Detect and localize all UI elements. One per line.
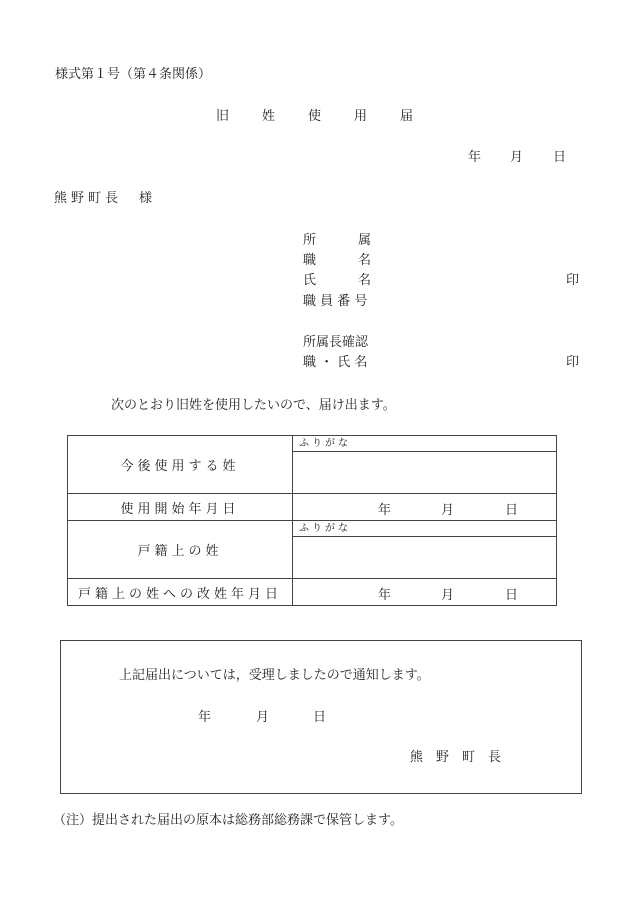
footnote: （注）提出された届出の原本は総務部総務課で保管します。 <box>53 813 403 828</box>
date-day: 日 <box>553 150 567 165</box>
job-title-label: 職 <box>303 253 317 268</box>
title-char: 姓 <box>262 109 276 124</box>
date-month: 月 <box>510 150 524 165</box>
acceptance-notice-box <box>60 640 582 794</box>
day-label: 日 <box>505 503 519 518</box>
supervisor-confirm-label: 所属長確認 <box>303 335 369 350</box>
change-date-label: 戸籍上の姓への改姓年月日 <box>68 579 293 606</box>
name-label: 氏 <box>303 273 317 288</box>
notice-month: 月 <box>256 710 270 725</box>
start-date-field[interactable] <box>293 494 557 521</box>
day-label: 日 <box>505 588 519 603</box>
furigana-label[interactable]: ふりがな <box>293 436 557 452</box>
job-title-label: 名 <box>358 253 372 268</box>
affiliation-label: 属 <box>358 233 372 248</box>
application-table <box>67 435 557 606</box>
employee-number-label: 職 員 番 号 <box>303 294 368 309</box>
date-year: 年 <box>468 150 482 165</box>
intro-text: 次のとおり旧姓を使用したいので、届け出ます。 <box>111 398 396 413</box>
title-char: 用 <box>354 109 368 124</box>
notice-day: 日 <box>313 710 327 725</box>
month-label: 月 <box>441 588 455 603</box>
supervisor-seal-mark: 印 <box>566 355 580 370</box>
year-label: 年 <box>378 503 392 518</box>
seal-mark: 印 <box>566 273 580 288</box>
addressee: 熊野町長 様 <box>54 191 157 206</box>
name-label: 名 <box>358 273 372 288</box>
future-surname-label: 今後使用する姓 <box>68 436 293 494</box>
notice-text: 上記届出については，受理しましたので通知します。 <box>119 668 430 683</box>
furigana-label[interactable]: ふりがな <box>293 521 557 537</box>
change-date-field[interactable] <box>293 579 557 606</box>
title-char: 届 <box>400 109 414 124</box>
title-char: 旧 <box>216 109 230 124</box>
notice-signer: 熊 野 町 長 <box>410 750 502 765</box>
title-char: 使 <box>308 109 322 124</box>
future-surname-field[interactable] <box>293 452 557 494</box>
form-number: 様式第１号（第４条関係） <box>55 67 212 82</box>
supervisor-name-label: 職 ・ 氏 名 <box>303 355 368 370</box>
start-date-label: 使用開始年月日 <box>68 494 293 521</box>
year-label: 年 <box>378 588 392 603</box>
month-label: 月 <box>441 503 455 518</box>
registered-surname-field[interactable] <box>293 537 557 579</box>
affiliation-label: 所 <box>303 233 317 248</box>
registered-surname-label: 戸籍上の姓 <box>68 521 293 579</box>
notice-year: 年 <box>198 710 212 725</box>
